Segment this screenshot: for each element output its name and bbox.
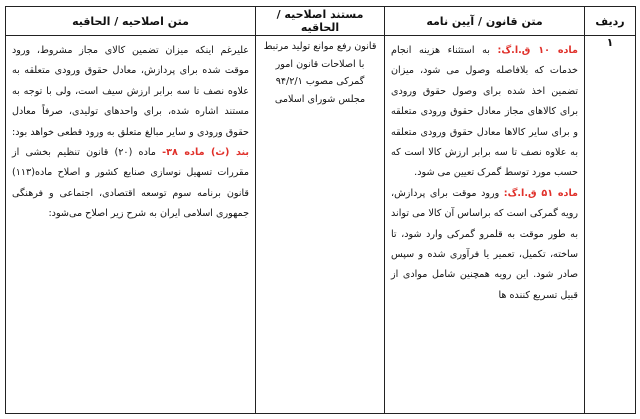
article-51-title: ماده ۵۱ ق.ا.گ: (503, 187, 578, 199)
article-10-title: ماده ۱۰ ق.ا.گ: (497, 45, 578, 56)
header-law-text: متن قانون / آیین نامه (385, 7, 585, 36)
law-text-cell (385, 36, 585, 414)
amendment-text-cell (6, 36, 256, 414)
article-51-text: ورود موقت برای پردازش، رویه گمرکی است که براساس آن کالا می تواند به طور موقت به قلمرو گمرکی وارد شود، تا ساخته، تکمیل، تعمیر یا فرآوری شده و سپس صادر شود. این رویه همچنین شامل موادی از قبیل تسریع کننده ها (391, 187, 578, 301)
amendment-table (5, 6, 636, 414)
amendment-basis-text: قانون رفع موانع تولید مرتبط با اصلاحات قانون امور گمرکی مصوب ۹۴/۲/۱ مجلس شورای اسلامی (263, 41, 377, 105)
amendment-text-before: علیرغم اینکه میزان تضمین کالای مجاز مشروط، ورود موقت شده برای پردازش، معادل حقوق ورودی متعلقه به علاوه نصف تا سه برابر ارزش سیف است، ولی با توجه به مستند اشاره شده، برای واحدهای تولیدی، صرفاً معادل حقوق ورودی و سایر مبالغ متعلق به ورود قطعی خواهد بود: (12, 45, 249, 138)
header-amendment-basis: مستند اصلاحیه / الحاقیه (256, 7, 385, 36)
amendment-highlight: بند (ث) ماده ۳۸- (162, 147, 250, 159)
amendment-text-after: ماده (۲۰) قانون تنظیم بخشی از مقررات تسهیل نوسازی صنایع کشور و اصلاح ماده(۱۱۳) قانون برنامه سوم توسعه اقتصادی، اجتماعی و فرهنگی جمهوری اسلامی ایران به شرح زیر اصلاح می‌شود: (12, 147, 249, 220)
amendment-basis-cell (256, 36, 385, 414)
row-number: ۱ (585, 36, 636, 414)
table-row (6, 36, 636, 414)
header-radif: ردیف (585, 7, 636, 36)
header-amendment-text: متن اصلاحیه / الحاقیه (6, 7, 256, 36)
article-10-text: به استثناء هزینه انجام خدمات که بلافاصله وصول می شود، میزان تضمین اخذ شده برای وصول حقوق ورودی برای کالاهای مجاز معادل حقوق ورودی متعلقه و برای سایر کالاها معادل حقوق ورودی متعلقه به علاوه نصف تا سه برابر ارزش کالا است که حسب مورد توسط گمرک تعیین می شود. (391, 45, 578, 179)
table-header-row (6, 7, 636, 36)
